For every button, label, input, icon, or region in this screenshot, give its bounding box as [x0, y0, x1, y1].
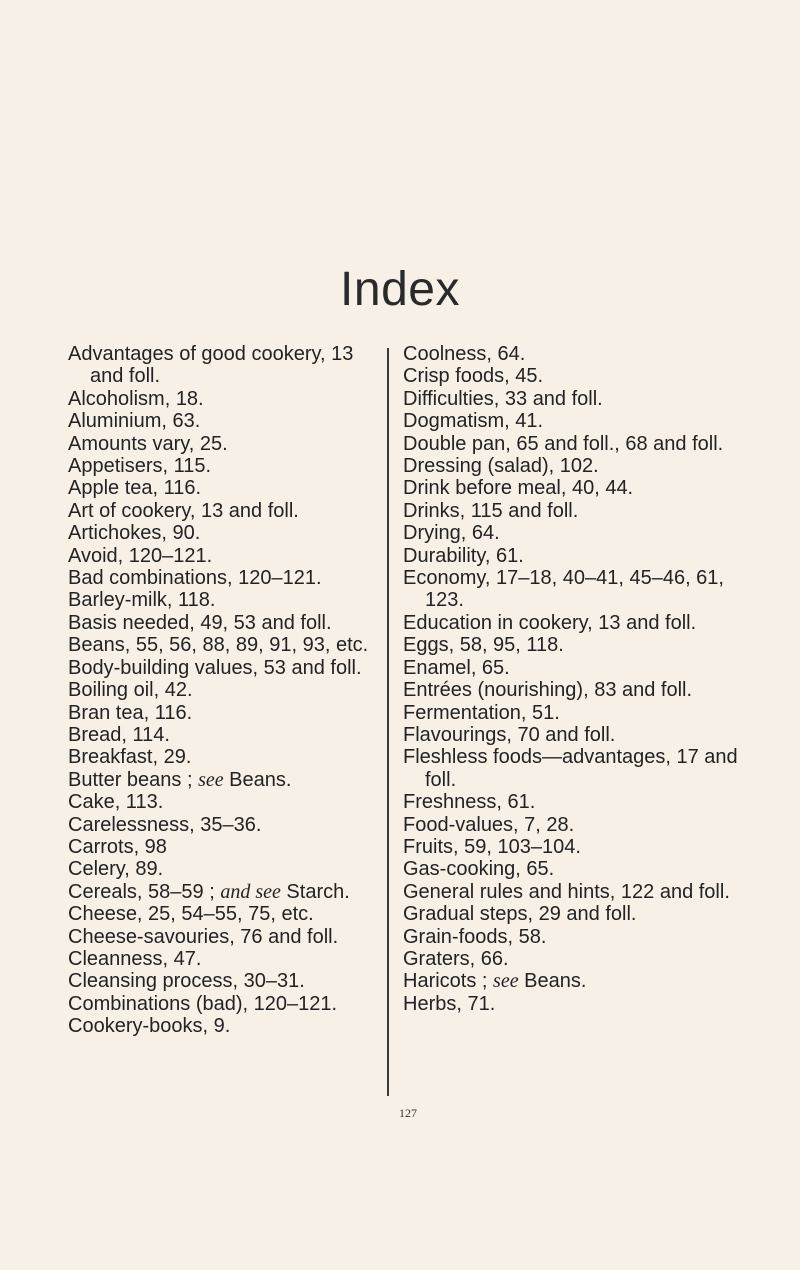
index-entry: Barley-milk, 118.: [68, 589, 216, 612]
index-entry: Drink before meal, 40, 44.: [403, 477, 634, 500]
index-column-left: [68, 343, 388, 1038]
page-number-text: 127: [399, 1106, 417, 1120]
index-entry: Education in cookery, 13 and foll.: [403, 611, 697, 634]
index-entry: Crisp foods, 45.: [403, 365, 544, 388]
index-entry: Freshness, 61.: [403, 791, 536, 814]
index-entry: Basis needed, 49, 53 and foll.: [68, 611, 332, 634]
index-entry: Economy, 17–18, 40–41, 45–46, 61, 123.: [403, 567, 724, 612]
index-entry: Gradual steps, 29 and foll.: [403, 903, 637, 926]
index-entry: Difficulties, 33 and foll.: [403, 387, 603, 410]
index-entry: Cereals, 58–59 ; and see Starch.: [68, 880, 350, 903]
page-title: Index: [340, 263, 460, 316]
index-entry: Breakfast, 29.: [68, 746, 192, 769]
index-entry: Cheese, 25, 54–55, 75, etc.: [68, 903, 314, 926]
index-entry: Drying, 64.: [403, 522, 500, 545]
index-entry: Coolness, 64.: [403, 343, 526, 365]
index-entry: Drinks, 115 and foll.: [403, 499, 579, 522]
index-entry: Alcoholism, 18.: [68, 387, 204, 410]
page-number: [0, 1106, 800, 1121]
index-entry: Body-building values, 53 and foll.: [68, 656, 362, 679]
index-entry: Beans, 55, 56, 88, 89, 91, 93, etc.: [68, 634, 369, 657]
index-entry: Dressing (salad), 102.: [403, 455, 599, 478]
index-entry: Fruits, 59, 103–104.: [403, 835, 581, 858]
index-entry: Fermentation, 51.: [403, 701, 560, 724]
index-entry: Double pan, 65 and foll., 68 and foll.: [403, 432, 724, 455]
index-entry: Food-values, 7, 28.: [403, 813, 575, 836]
index-entry: Boiling oil, 42.: [68, 679, 193, 702]
index-column-right: [403, 343, 743, 1015]
index-entry: Cheese-savouries, 76 and foll.: [68, 925, 339, 948]
index-entry: Haricots ; see Beans.: [403, 970, 587, 993]
index-entry: Dogmatism, 41.: [403, 410, 544, 433]
index-entry: Advantages of good cookery, 13 and foll.: [68, 343, 354, 388]
index-entry: Artichokes, 90.: [68, 522, 201, 545]
index-entry: Art of cookery, 13 and foll.: [68, 499, 299, 522]
index-entry: Aluminium, 63.: [68, 410, 201, 433]
index-entry: Entrées (nourishing), 83 and foll.: [403, 679, 693, 702]
index-entry: Cake, 113.: [68, 791, 164, 814]
index-entry: Bread, 114.: [68, 723, 170, 746]
index-entry: Avoid, 120–121.: [68, 544, 213, 567]
index-entry: Eggs, 58, 95, 118.: [403, 634, 564, 657]
column-divider: [387, 348, 389, 1096]
index-entry: Apple tea, 116.: [68, 477, 202, 500]
index-entry: Bran tea, 116.: [68, 701, 193, 724]
index-entry: Cleansing process, 30–31.: [68, 970, 305, 993]
index-entry: Gas-cooking, 65.: [403, 858, 555, 881]
index-entry: Bad combinations, 120–121.: [68, 567, 322, 590]
index-entry: Cookery-books, 9.: [68, 1015, 231, 1038]
index-entry: Herbs, 71.: [403, 992, 496, 1015]
index-entry: Celery, 89.: [68, 858, 164, 881]
index-entry: Fleshless foods—advantages, 17 and foll.: [403, 746, 738, 791]
index-entry: Durability, 61.: [403, 544, 524, 567]
index-entry: Appetisers, 115.: [68, 455, 212, 478]
index-entry: Cleanness, 47.: [68, 947, 202, 970]
index-entry: General rules and hints, 122 and foll.: [403, 880, 730, 903]
index-entry: Combinations (bad), 120–121.: [68, 992, 338, 1015]
index-entry: Flavourings, 70 and foll.: [403, 723, 616, 746]
index-entry: Graters, 66.: [403, 947, 509, 970]
index-entry: Grain-foods, 58.: [403, 925, 547, 948]
index-entry: Carelessness, 35–36.: [68, 813, 262, 836]
index-entry: Carrots, 98: [68, 835, 167, 858]
index-entry: Butter beans ; see Beans.: [68, 768, 292, 791]
index-entry: Amounts vary, 25.: [68, 432, 228, 455]
index-entry: Enamel, 65.: [403, 656, 510, 679]
